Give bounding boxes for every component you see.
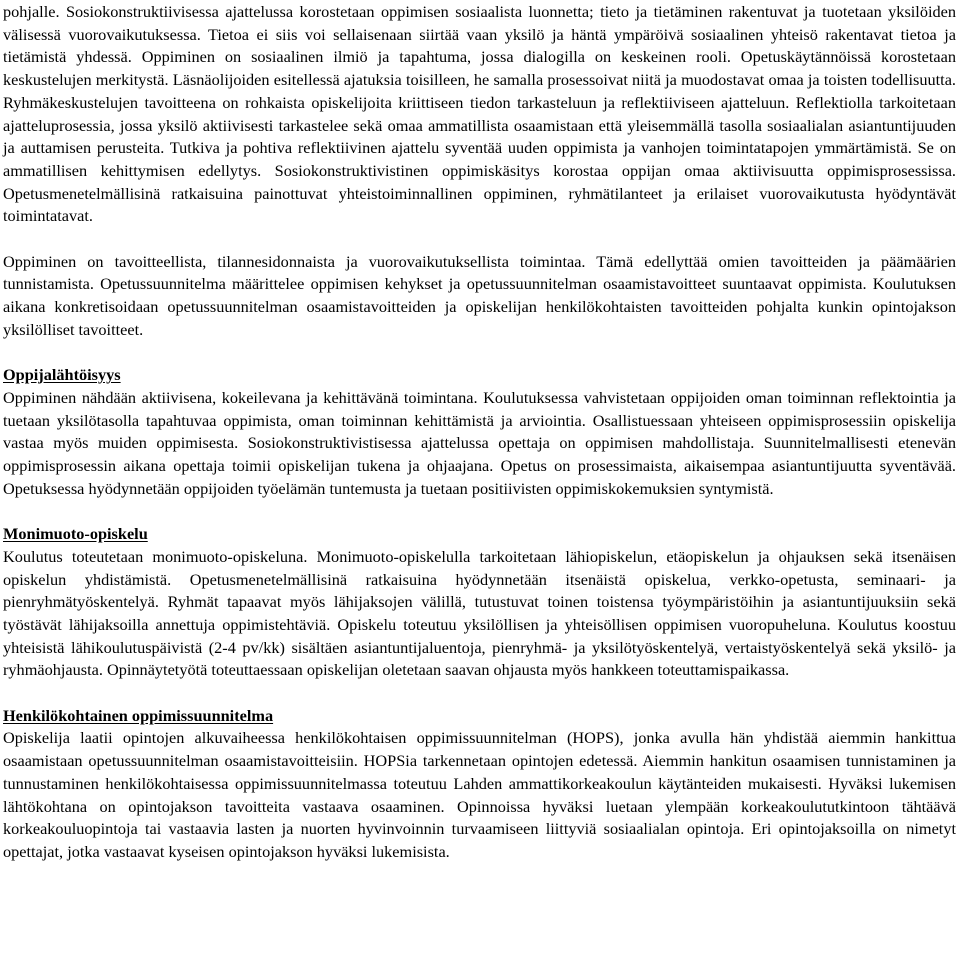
heading-henkilokohtainen-oppimissuunnitelma: Henkilökohtainen oppimissuunnitelma <box>3 705 274 725</box>
paragraph-sosiokonstruktiivinen: pohjalle. Sosiokonstruktiivisessa ajattelussa korostetaan oppimisen sosiaalista luonnetta; tieto ja tietäminen rakentuvat ja tuotetaan yksilöiden välisessä vuorovaikutuksessa. Tietoa ei siis voi sellaisenaan siirtää vaan yksilö ja häntä ympäröivä sosiaalinen yhteisö rakentavat tietoa ja tietämistä yhdessä. Oppiminen on sosiaalinen ilmiö ja tapahtuma, jossa dialogilla on keskeinen rooli. Opetuskäytännöissä korostetaan keskustelujen merkitystä. Läsnäolijoiden esitellessä ajatuksia toisilleen, he samalla prosessoivat niitä ja muodostavat omaa ja toisten todellisuutta. Ryhmäkeskustelujen tavoitteena on rohkaista opiskelijoita kriittiseen tiedon tarkasteluun ja reflektiiviseen ajatteluun. Reflektiolla tarkoitetaan ajatteluprosessia, jossa yksilö aktiivisesti tarkastelee sekä omaa ammatillista osaamistaan että yleisemmällä tasolla sosiaalialan asiantuntijuuden ja auttamisen perusteita. Tutkiva ja pohtiva reflektiivinen ajattelu syventää uuden oppimista ja vanhojen toimintatapojen ymmärtämistä. Se on ammatillisen kehittymisen edellytys. Sosiokonstruktivistinen oppimiskäsitys korostaa oppijan omaa aktiivisuutta oppimisprosessissa. Opetusmenetelmällisinä ratkaisuina painottuvat yhteistoiminnallinen oppiminen, ryhmätilanteet ja erilaiset vuorovaikutusta hyödyntävät toimintatavat. <box>3 2 956 226</box>
heading-oppijalahtoisyys: Oppijalähtöisyys <box>3 365 121 385</box>
paragraph-gap <box>3 682 956 705</box>
paragraph-tavoitteellisuus: Oppiminen on tavoitteellista, tilannesidonnaista ja vuorovaikutuksellista toimintaa. Tämä edellyttää omien tavoitteiden ja päämäärien tunnistamista. Opetussuunnitelma määrittelee oppimisen kehykset ja opetussuunnitelman osaamistavoitteet suuntaavat oppimista. Koulutuksen aikana konkretisoidaan opetussuunnitelman osaamistavoitteiden ja opiskelijan henkilökohtaisten tavoitteiden pohjalta kunkin opintojakson yksilölliset tavoitteet. <box>3 251 956 339</box>
paragraph-gap <box>3 500 956 523</box>
paragraph-oppijalahtoisyys: Oppiminen nähdään aktiivisena, kokeilevana ja kehittävänä toimintana. Koulutuksessa vahvistetaan oppijoiden oman toiminnan reflektointia ja tuetaan yksilötasolla tapahtuvaa oppimista, oman toiminnan kehittämistä ja arviointia. Osallistuessaan yhteiseen oppimisprosessiin opiskelija vastaa myös muiden oppimisesta. Sosiokonstruktivistisessa ajattelussa opettaja on oppimisen mahdollistaja. Suunnitelmallisesti etenevän oppimisprosessin aikana opettaja toimii opiskelijan tukena ja ohjaajana. Opetus on prosessimaista, aikaisempaa asiantuntijuutta syventävää. Opetuksessa hyödynnetään oppijoiden työelämän tuntemusta ja tuetaan positiivisten oppimiskokemuksien syntymistä. <box>3 387 956 498</box>
document-page <box>3 1 956 864</box>
paragraph-gap <box>3 342 956 365</box>
paragraph-henkilokohtainen-oppimissuunnitelma: Opiskelija laatii opintojen alkuvaiheessa henkilökohtaisen oppimissuunnitelman (HOPS), jonka avulla hän yhdistää aiemmin hankittua osaamistaan opetussuunnitelman osaamistavoitteisiin. HOPSia tarkennetaan opintojen edetessä. Aiemmin hankitun osaamisen tunnistaminen ja tunnustaminen henkilökohtaisessa oppimissuunnitelmassa toteutuu Lahden ammattikorkeakoulun käytänteiden mukaisesti. Hyväksi lukemisen lähtökohtana on opintojakson tavoitteita vastaava osaaminen. Opinnoissa hyväksi luetaan ylempään korkeakoulututkintoon tähtäävä korkeakouluopintoja tai vastaavia lasten ja nuorten hyvinvoinnin turvaamiseen liittyviä sosiaalialan opintoja. Eri opintojaksoilla on nimetyt opettajat, jotka vastaavat kyseisen opintojakson hyväksi lukemisista. <box>3 728 956 861</box>
heading-monimuoto-opiskelu: Monimuoto-opiskelu <box>3 524 148 544</box>
paragraph-monimuoto-opiskelu: Koulutus toteutetaan monimuoto-opiskeluna. Monimuoto-opiskelulla tarkoitetaan lähiopiskelun, etäopiskelun ja ohjauksen sekä itsenäisen opiskelun yhdistämistä. Opetusmenetelmällisinä ratkaisuina hyödynnetään itsenäistä opiskelua, verkko-opetusta, seminaari- ja pienryhmätyöskentelyä. Ryhmät tapaavat myös lähijaksojen välillä, tutustuvat toinen toistensa työympäristöihin ja asiantuntijuuksiin sekä työstävät lähijaksoilla annettuja oppimistehtäviä. Opiskelu toteutuu yksilöllisen ja yhteisöllisen oppimisen vuoropuheluna. Koulutus koostuu yhteisistä lähikoulutuspäivistä (2-4 pv/kk) sisältäen asiantuntijaluentoja, pienryhmä- ja yksilötyöskentelyä, vertaistyöskentelyä sekä yksilö- ja ryhmäohjausta. Opinnäytetyötä toteuttaessaan opiskelijan oletetaan saavan ohjausta myös hankkeen toteuttamispaikassa. <box>3 546 956 680</box>
paragraph-gap <box>3 228 956 251</box>
